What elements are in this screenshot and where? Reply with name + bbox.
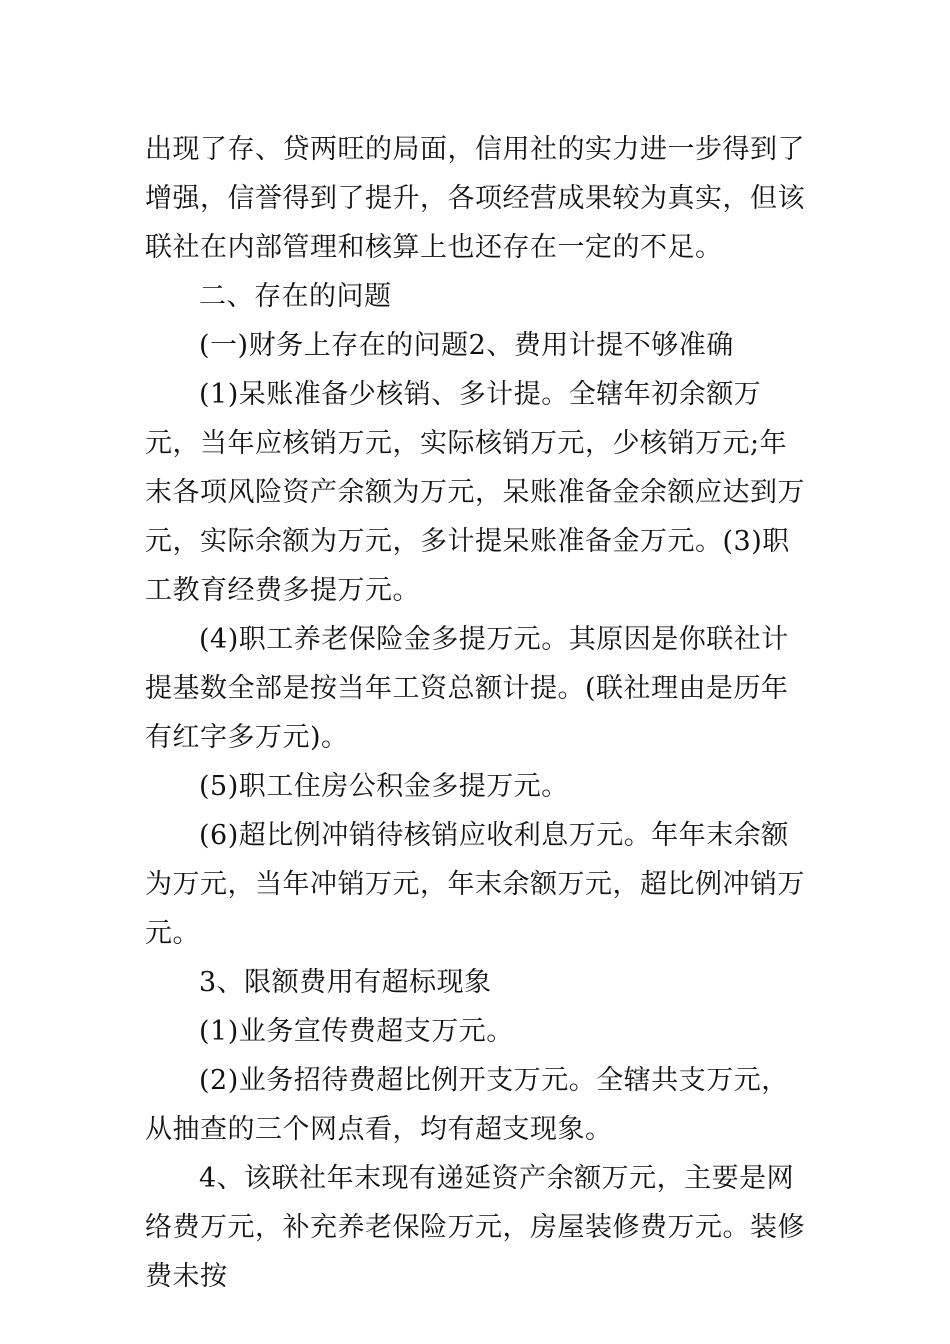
subsection-heading-financial: (一)财务上存在的问题2、费用计提不够准确 [199, 330, 734, 361]
paragraph-interest-writeoff: (6)超比例冲销待核销应收利息万元。年年末余额为万元，当年冲销万元，年末余额万元，超比例冲销万元。 [145, 820, 805, 949]
section-heading-issues: 二、存在的问题 [199, 281, 392, 312]
paragraph-publicity-expense: (1)业务宣传费超支万元。 [199, 1016, 514, 1047]
paragraph-entertainment-expense: (2)业务招待费超比例开支万元。全辖共支万元，从抽查的三个网点看，均有超支现象。 [145, 1065, 789, 1145]
paragraph-deferred-assets: 4、该联社年末现有递延资产余额万元，主要是网络费万元，补充养老保险万元，房屋装修费万元。装修费未按 [145, 1163, 805, 1292]
paragraph-pension-insurance: (4)职工养老保险金多提万元。其原因是你联社计提基数全部是按当年工资总额计提。(联社理由是历年有红字多万元)。 [145, 624, 789, 753]
paragraph-continuation: 出现了存、贷两旺的局面，信用社的实力进一步得到了增强，信誉得到了提升，各项经营成果较为真实，但该联社在内部管理和核算上也还存在一定的不足。 [145, 134, 805, 263]
paragraph-housing-fund: (5)职工住房公积金多提万元。 [199, 771, 569, 802]
document-body [145, 125, 810, 1301]
paragraph-bad-debt-reserve: (1)呆账准备少核销、多计提。全辖年初余额万元，当年应核销万元，实际核销万元，少核销万元;年末各项风险资产余额为万元，呆账准备金余额应达到万元，实际余额为万元，多计提呆账准备金万元。(3)职工教育经费多提万元。 [145, 379, 805, 606]
subsection-heading-limit-expenses: 3、限额费用有超标现象 [199, 967, 492, 998]
